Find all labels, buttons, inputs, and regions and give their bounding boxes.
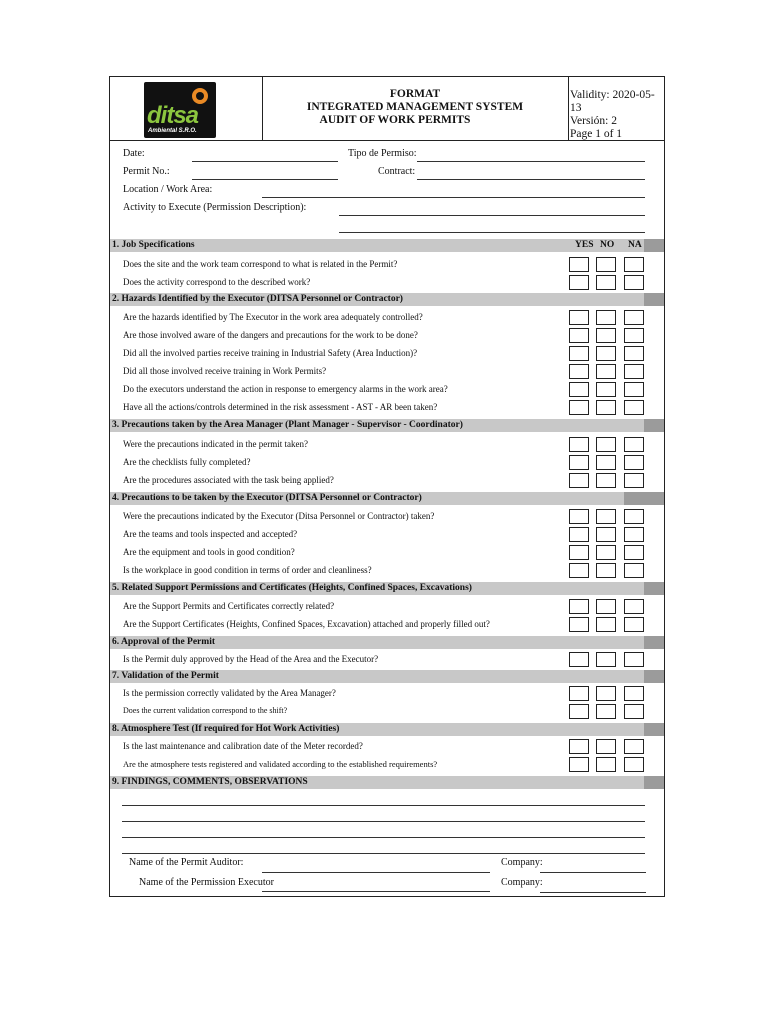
auditor-company-label: Company:	[501, 857, 543, 868]
question: Does the site and the work team correspond to what is related in the Permit?	[123, 259, 398, 269]
no-checkbox[interactable]	[596, 545, 616, 560]
no-checkbox[interactable]	[596, 275, 616, 290]
na-checkbox[interactable]	[624, 617, 644, 632]
section-end-block	[644, 582, 664, 595]
question: Does the current validation correspond to the shift?	[123, 706, 288, 715]
contract-field[interactable]	[417, 179, 645, 180]
title-cell	[262, 77, 569, 140]
na-checkbox[interactable]	[624, 739, 644, 754]
na-checkbox[interactable]	[624, 509, 644, 524]
na-checkbox[interactable]	[624, 704, 644, 719]
date-field[interactable]	[192, 161, 338, 162]
question: Are the Support Permits and Certificates correctly related?	[123, 601, 335, 611]
activity-field-line-2[interactable]	[339, 232, 645, 233]
yes-checkbox[interactable]	[569, 364, 589, 379]
na-checkbox[interactable]	[624, 757, 644, 772]
question: Have all the actions/controls determined in the risk assessment - AST - AR been taken?	[123, 402, 438, 412]
section-end-block	[644, 723, 664, 736]
no-checkbox[interactable]	[596, 473, 616, 488]
col-yes: YES	[575, 240, 594, 250]
na-checkbox[interactable]	[624, 455, 644, 470]
logo-cell	[110, 77, 263, 140]
yes-checkbox[interactable]	[569, 757, 589, 772]
question: Were the precautions indicated in the permit taken?	[123, 439, 308, 449]
section-end-block	[644, 239, 664, 252]
section-7-header	[110, 670, 664, 683]
section-title: 8. Atmosphere Test (If required for Hot Work Activities)	[112, 724, 340, 734]
na-checkbox[interactable]	[624, 310, 644, 325]
section-title: 4. Precautions to be taken by the Executor (DITSA Personnel or Contractor)	[112, 493, 422, 503]
question: Is the workplace in good condition in terms of order and cleanliness?	[123, 565, 372, 575]
validity: Validity: 2020-05-13	[570, 89, 655, 114]
findings-line-4[interactable]	[122, 853, 645, 854]
no-checkbox[interactable]	[596, 382, 616, 397]
section-2-header	[110, 293, 664, 306]
logo-text: ditsa	[147, 102, 199, 129]
no-checkbox[interactable]	[596, 652, 616, 667]
section-end-block	[644, 293, 664, 306]
meta-cell	[570, 89, 664, 141]
question: Are the hazards identified by The Executor in the work area adequately controlled?	[123, 312, 423, 322]
question: Are the procedures associated with the task being applied?	[123, 475, 334, 485]
question: Are the atmosphere tests registered and validated according to the established requirements?	[123, 759, 438, 769]
yes-checkbox[interactable]	[569, 455, 589, 470]
yes-checkbox[interactable]	[569, 509, 589, 524]
no-checkbox[interactable]	[596, 599, 616, 614]
title-audit: AUDIT OF WORK PERMITS	[319, 114, 471, 126]
yes-checkbox[interactable]	[569, 617, 589, 632]
na-checkbox[interactable]	[624, 382, 644, 397]
audit-form	[109, 76, 665, 897]
section-title: 2. Hazards Identified by the Executor (DITSA Personnel or Contractor)	[112, 294, 403, 304]
na-checkbox[interactable]	[624, 275, 644, 290]
yes-checkbox[interactable]	[569, 739, 589, 754]
yes-checkbox[interactable]	[569, 400, 589, 415]
na-checkbox[interactable]	[624, 400, 644, 415]
section-title: 7. Validation of the Permit	[112, 671, 219, 681]
na-checkbox[interactable]	[624, 346, 644, 361]
no-checkbox[interactable]	[596, 437, 616, 452]
auditor-label: Name of the Permit Auditor:	[129, 857, 244, 868]
no-checkbox[interactable]	[596, 527, 616, 542]
title-system: INTEGRATED MANAGEMENT SYSTEM	[306, 101, 524, 113]
yes-checkbox[interactable]	[569, 563, 589, 578]
yes-checkbox[interactable]	[569, 328, 589, 343]
na-checkbox[interactable]	[624, 257, 644, 272]
permit-type-label: Tipo de Permiso:	[348, 148, 417, 159]
question: Did all the involved parties receive training in Industrial Safety (Area Induction)?	[123, 348, 418, 358]
executor-company-field[interactable]	[540, 892, 646, 893]
title-format: FORMAT	[389, 88, 441, 100]
section-end-block	[624, 492, 664, 505]
section-title: 5. Related Support Permissions and Certificates (Heights, Confined Spaces, Excavations)	[112, 583, 472, 593]
no-checkbox[interactable]	[596, 509, 616, 524]
question: Do the executors understand the action in response to emergency alarms in the work area?	[123, 384, 448, 394]
executor-company-label: Company:	[501, 877, 543, 888]
yes-checkbox[interactable]	[569, 652, 589, 667]
location-field[interactable]	[262, 197, 645, 198]
no-checkbox[interactable]	[596, 364, 616, 379]
section-9-header	[110, 776, 664, 789]
na-checkbox[interactable]	[624, 599, 644, 614]
no-checkbox[interactable]	[596, 704, 616, 719]
section-end-block	[644, 670, 664, 683]
executor-label: Name of the Permission Executor	[139, 877, 274, 888]
question: Does the activity correspond to the described work?	[123, 277, 311, 287]
section-end-block	[644, 419, 664, 432]
na-checkbox[interactable]	[624, 563, 644, 578]
section-5-header	[110, 582, 664, 595]
question: Are those involved aware of the dangers and precautions for the work to be done?	[123, 330, 418, 340]
no-checkbox[interactable]	[596, 400, 616, 415]
question: Are the teams and tools inspected and accepted?	[123, 529, 298, 539]
logo-subtext: Ambiental S.R.O.	[148, 128, 197, 134]
no-checkbox[interactable]	[596, 328, 616, 343]
findings-line-1[interactable]	[122, 805, 645, 806]
yes-checkbox[interactable]	[569, 346, 589, 361]
na-checkbox[interactable]	[624, 527, 644, 542]
section-8-header	[110, 723, 664, 736]
yes-checkbox[interactable]	[569, 382, 589, 397]
section-6-header	[110, 636, 664, 649]
yes-checkbox[interactable]	[569, 257, 589, 272]
section-1-header	[110, 239, 664, 252]
yes-checkbox[interactable]	[569, 527, 589, 542]
no-checkbox[interactable]	[596, 455, 616, 470]
findings-line-3[interactable]	[122, 837, 645, 838]
question: Is the last maintenance and calibration date of the Meter recorded?	[123, 741, 363, 751]
section-title: 3. Precautions taken by the Area Manager (Plant Manager - Supervisor - Coordinator)	[112, 420, 463, 430]
na-checkbox[interactable]	[624, 364, 644, 379]
auditor-company-field[interactable]	[540, 872, 646, 873]
section-title: 6. Approval of the Permit	[112, 637, 215, 647]
no-checkbox[interactable]	[596, 257, 616, 272]
question: Are the Support Certificates (Heights, Confined Spaces, Excavation) attached and properly filled out?	[123, 619, 490, 629]
permit-type-field[interactable]	[417, 161, 645, 162]
question: Are the checklists fully completed?	[123, 457, 251, 467]
no-checkbox[interactable]	[596, 346, 616, 361]
version: Versión: 2	[570, 115, 617, 127]
activity-field-line-1[interactable]	[339, 215, 645, 216]
question: Is the permission correctly validated by the Area Manager?	[123, 688, 336, 698]
date-label: Date:	[123, 148, 145, 159]
page-number: Page 1 of 1	[570, 128, 623, 140]
section-3-header	[110, 419, 664, 432]
na-checkbox[interactable]	[624, 545, 644, 560]
no-checkbox[interactable]	[596, 617, 616, 632]
yes-checkbox[interactable]	[569, 437, 589, 452]
location-label: Location / Work Area:	[123, 184, 213, 195]
na-checkbox[interactable]	[624, 686, 644, 701]
section-title: 9. FINDINGS, COMMENTS, OBSERVATIONS	[112, 777, 308, 787]
section-4-header	[110, 492, 664, 505]
question: Did all those involved receive training in Work Permits?	[123, 366, 327, 376]
section-title: 1. Job Specifications	[112, 240, 195, 250]
no-checkbox[interactable]	[596, 563, 616, 578]
form-header	[110, 77, 664, 141]
auditor-name-field[interactable]	[262, 872, 490, 873]
yes-checkbox[interactable]	[569, 473, 589, 488]
no-checkbox[interactable]	[596, 757, 616, 772]
yes-checkbox[interactable]	[569, 275, 589, 290]
na-checkbox[interactable]	[624, 328, 644, 343]
permit-no-label: Permit No.:	[123, 166, 170, 177]
no-checkbox[interactable]	[596, 310, 616, 325]
findings-line-2[interactable]	[122, 821, 645, 822]
yes-checkbox[interactable]	[569, 545, 589, 560]
section-end-block	[644, 776, 664, 789]
activity-label: Activity to Execute (Permission Description):	[123, 202, 307, 213]
yes-checkbox[interactable]	[569, 310, 589, 325]
col-no: NO	[600, 240, 615, 250]
permit-no-field[interactable]	[192, 179, 338, 180]
na-checkbox[interactable]	[624, 437, 644, 452]
question: Are the equipment and tools in good condition?	[123, 547, 295, 557]
col-na: NA	[628, 240, 642, 250]
company-logo	[144, 82, 216, 138]
yes-checkbox[interactable]	[569, 686, 589, 701]
no-checkbox[interactable]	[596, 739, 616, 754]
yes-checkbox[interactable]	[569, 704, 589, 719]
na-checkbox[interactable]	[624, 652, 644, 667]
contract-label: Contract:	[378, 166, 416, 177]
question: Is the Permit duly approved by the Head of the Area and the Executor?	[123, 654, 379, 664]
section-end-block	[644, 636, 664, 649]
na-checkbox[interactable]	[624, 473, 644, 488]
no-checkbox[interactable]	[596, 686, 616, 701]
executor-name-field[interactable]	[262, 891, 490, 892]
yes-checkbox[interactable]	[569, 599, 589, 614]
question: Were the precautions indicated by the Executor (Ditsa Personnel or Contractor) taken?	[123, 511, 435, 521]
